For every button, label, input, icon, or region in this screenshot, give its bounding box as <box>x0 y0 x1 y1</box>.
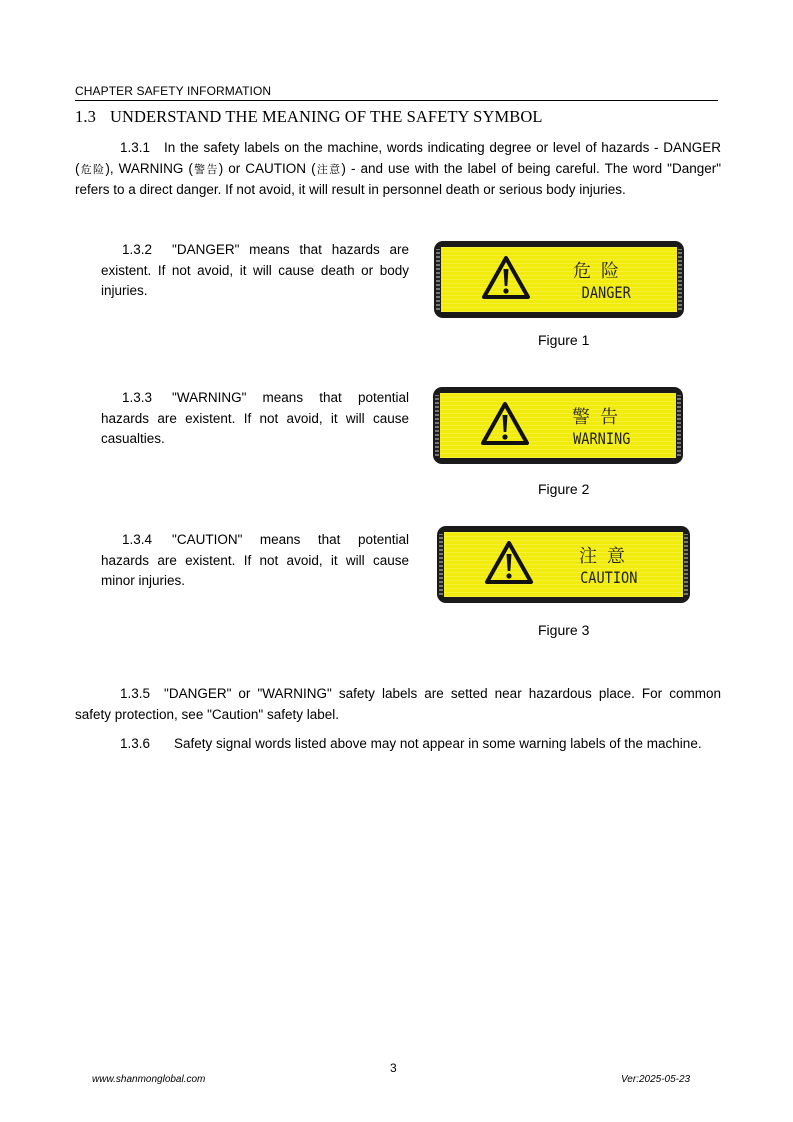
paragraph-1-3-3 <box>101 388 409 450</box>
label-edge <box>436 249 440 310</box>
paragraph-1-3-2 <box>101 240 409 302</box>
page-number: 3 <box>390 1061 397 1075</box>
label-edge <box>684 534 688 595</box>
cjk-warning-text: 警告 <box>192 162 219 176</box>
paragraph-text: ) - and use with the label of being careful. The word "Danger" refers to a direct danger. If not avoid, it will result in personnel death or serious body injuries. <box>75 160 722 197</box>
paragraph-number: 1.3.5 <box>120 686 151 701</box>
warning-triangle-icon <box>480 401 530 446</box>
cjk-caution-text: 注意 <box>315 162 342 176</box>
header-rule <box>75 100 718 101</box>
label-cn-text: 危险 <box>573 261 629 282</box>
paragraph-1-3-5 <box>75 684 721 725</box>
label-edge <box>435 395 439 456</box>
paragraph-text: ) or CAUTION ( <box>218 160 316 176</box>
label-cn-text: 注意 <box>579 546 635 567</box>
paragraph-number: 1.3.3 <box>122 390 153 405</box>
paragraph-number: 1.3.6 <box>120 736 151 751</box>
label-edge <box>439 534 443 595</box>
paragraph-text: Safety signal words listed above may not appear in some warning labels of the machine. <box>174 736 702 751</box>
section-title: UNDERSTAND THE MEANING OF THE SAFETY SYMBOL <box>109 107 543 126</box>
caution-label <box>437 526 690 603</box>
figure-2-caption: Figure 2 <box>538 481 590 497</box>
label-face <box>441 247 677 312</box>
figure-1-caption: Figure 1 <box>538 332 590 348</box>
section-heading <box>75 107 543 127</box>
label-en-text: DANGER <box>581 283 631 302</box>
paragraph-text: In the safety labels on the machine, words indicating degree or level of hazards - DANGER ( <box>75 140 721 176</box>
paragraph-number: 1.3.2 <box>122 242 153 257</box>
label-edge <box>678 249 682 310</box>
label-en-text: WARNING <box>572 429 630 448</box>
danger-label <box>434 241 684 318</box>
paragraph-text: ), WARNING ( <box>105 160 193 176</box>
figure-3-caption: Figure 3 <box>538 622 590 638</box>
label-edge <box>677 395 681 456</box>
chapter-header: CHAPTER SAFETY INFORMATION <box>75 84 272 98</box>
paragraph-text: "CAUTION" means that potential hazards are existent. If not avoid, it will cause minor injuries. <box>101 532 409 588</box>
paragraph-number: 1.3.1 <box>120 140 151 155</box>
warning-label <box>433 387 683 464</box>
footer-version: Ver:2025-05-23 <box>621 1074 691 1085</box>
paragraph-1-3-6 <box>75 734 721 755</box>
paragraph-text: "WARNING" means that potential hazards are existent. If not avoid, it will cause casualties. <box>101 390 409 446</box>
paragraph-text: "DANGER" means that hazards are existent. If not avoid, it will cause death or body injuries. <box>101 242 409 298</box>
warning-triangle-icon <box>481 255 531 300</box>
section-number: 1.3 <box>75 107 96 126</box>
warning-triangle-icon <box>484 540 534 585</box>
paragraph-1-3-1 <box>75 138 721 201</box>
label-en-text: CAUTION <box>579 568 637 587</box>
label-face <box>440 393 676 458</box>
paragraph-1-3-4 <box>101 530 409 592</box>
label-face <box>444 532 683 597</box>
footer-website: www.shanmonglobal.com <box>92 1074 206 1085</box>
paragraph-number: 1.3.4 <box>122 532 153 547</box>
cjk-danger-text: 危险 <box>79 162 106 176</box>
label-cn-text: 警告 <box>572 407 628 428</box>
paragraph-text: "DANGER" or "WARNING" safety labels are setted near hazardous place. For common safety protection, see "Caution" safety label. <box>75 686 721 722</box>
